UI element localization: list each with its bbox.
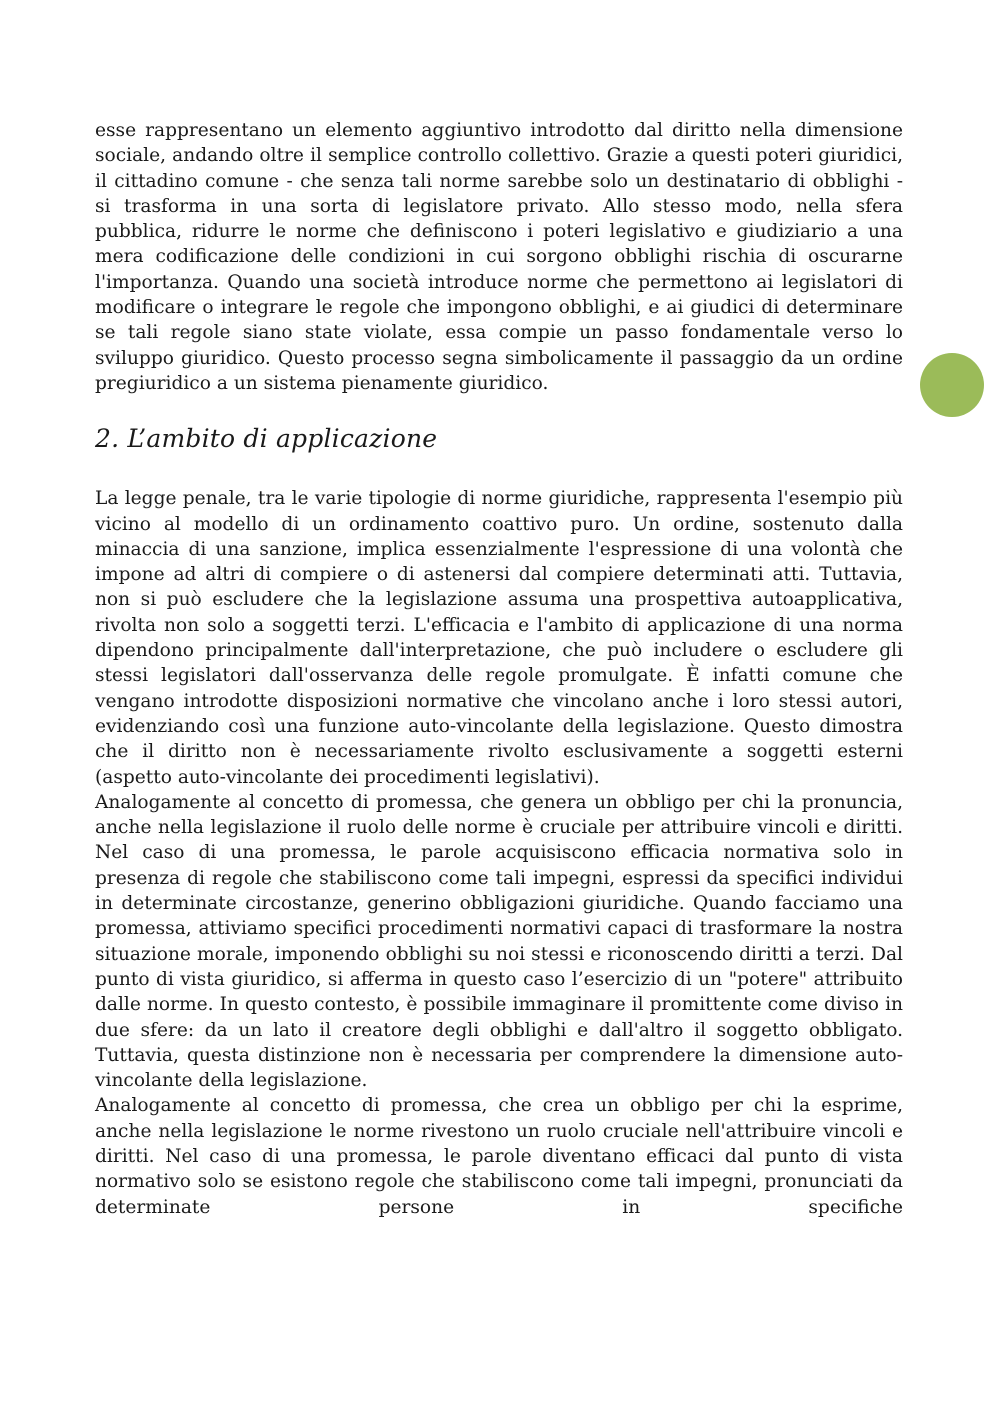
side-marker-circle [920,353,984,417]
section-paragraph-2: Analogamente al concetto di promessa, che genera un obbligo per chi la pronuncia, anche nella legislazione il ruolo delle norme è cruciale per attribuire vincoli e diritti. Nel caso di una promessa, le parole acquisiscono efficacia normativa solo in presenza di regole che stabiliscono come tali impegni, espressi da specifici individui in determinate circostanze, generino obbligazioni giuridiche. Quando facciamo una promessa, attiviamo specifici procedimenti normativi capaci di trasformare la nostra situazione morale, imponendo obblighi su noi stessi e riconoscendo diritti a terzi. Dal punto di vista giuridico, si afferma in questo caso l’esercizio di un "potere" attribuito dalle norme. In questo contesto, è possibile immaginare il promittente come diviso in due sfere: da un lato il creatore degli obblighi e dall'altro il soggetto obbligato. Tuttavia, questa distinzione non è necessaria per comprendere la dimensione auto-vincolante della legislazione. [95,791,903,1092]
section-paragraph-3: Analogamente al concetto di promessa, che crea un obbligo per chi la esprime, anche nella legislazione le norme rivestono un ruolo cruciale nell'attribuire vincoli e diritti. Nel caso di una promessa, le parole diventano efficaci dal punto di vista normativo solo se esistono regole che stabiliscono come tali impegni, pronunciati da determinate persone in specifiche [95,1095,903,1218]
intro-paragraph: esse rappresentano un elemento aggiuntivo introdotto dal diritto nella dimensione sociale, andando oltre il semplice controllo collettivo. Grazie a questi poteri giuridici, il cittadino comune - che senza tali norme sarebbe solo un destinatario di obblighi - si trasforma in una sorta di legislatore privato. Allo stesso modo, nella sfera pubblica, ridurre le norme che definiscono i poteri legislativo e giudiziario a una mera codificazione delle condizioni in cui sorgono obblighi rischia di oscurarne l'importanza. Quando una società introduce norme che permettono ai legislatori di modificare o integrare le regole che impongono obblighi, e ai giudici di determinare se tali regole siano state violate, essa compie un passo fondamentale verso lo sviluppo giuridico. Questo processo segna simbolicamente il passaggio da un ordine pregiuridico a un sistema pienamente giuridico. [95,120,903,394]
section-body [95,486,903,1220]
section-heading: 2. L’ambito di applicazione [95,424,438,454]
section-paragraph-1: La legge penale, tra le varie tipologie di norme giuridiche, rappresenta l'esempio più vicino al modello di un ordinamento coattivo puro. Un ordine, sostenuto dalla minaccia di una sanzione, implica essenzialmente l'espressione di una volontà che impone ad altri di compiere o di astenersi dal compiere determinati atti. Tuttavia, non si può escludere che la legislazione assuma una prospettiva autoapplicativa, rivolta non solo a soggetti terzi. L'efficacia e l'ambito di applicazione di una norma dipendono principalmente dall'interpretazione, che può includere o escludere gli stessi legislatori dall'osservanza delle regole promulgate. È infatti comune che vengano introdotte disposizioni normative che vincolano anche i loro stessi autori, evidenziando così una funzione auto-vincolante della legislazione. Questo dimostra che il diritto non è necessariamente rivolto esclusivamente a soggetti esterni (aspetto auto-vincolante dei procedimenti legislativi). [95,488,903,788]
page-content [95,118,903,1220]
